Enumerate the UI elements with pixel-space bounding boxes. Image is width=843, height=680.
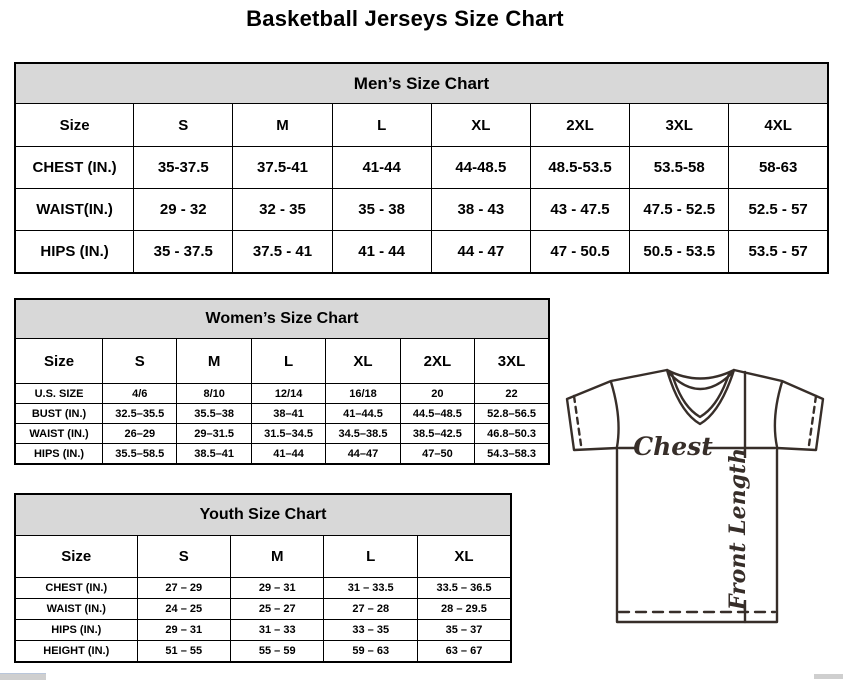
table-cell: 48.5-53.5 [530, 147, 629, 189]
table-cell: 29 – 31 [231, 578, 324, 599]
table-row [15, 641, 511, 663]
table-header-row [15, 536, 511, 578]
column-header: Size [15, 104, 134, 147]
table-cell: 53.5 - 57 [729, 231, 828, 274]
table-cell: 41–44 [251, 444, 325, 465]
mens-table-title: Men’s Size Chart [15, 63, 828, 104]
page-title: Basketball Jerseys Size Chart [246, 6, 564, 31]
table-cell: 38–41 [251, 404, 325, 424]
table-title-row [15, 63, 828, 104]
table-row [15, 231, 828, 274]
table-cell: 53.5-58 [630, 147, 729, 189]
column-header: 2XL [530, 104, 629, 147]
table-cell: 12/14 [251, 384, 325, 404]
table-cell: 20 [400, 384, 474, 404]
table-cell: 27 – 28 [324, 599, 417, 620]
table-cell: 41-44 [332, 147, 431, 189]
column-header: S [103, 339, 177, 384]
table-cell: 35.5–58.5 [103, 444, 177, 465]
mens-size-table [14, 62, 829, 274]
table-cell: 58-63 [729, 147, 828, 189]
table-cell: 35 – 37 [417, 620, 511, 641]
table-row [15, 189, 828, 231]
column-header: M [177, 339, 251, 384]
column-header: L [251, 339, 325, 384]
column-header: S [134, 104, 233, 147]
table-cell: 37.5-41 [233, 147, 332, 189]
row-header: WAIST (IN.) [15, 599, 137, 620]
table-cell: 35-37.5 [134, 147, 233, 189]
row-header: U.S. SIZE [15, 384, 103, 404]
table-cell: 46.8–50.3 [475, 424, 549, 444]
youth-size-table [14, 493, 512, 663]
table-title-row [15, 299, 549, 339]
table-cell: 37.5 - 41 [233, 231, 332, 274]
table-header-row [15, 339, 549, 384]
column-header: L [324, 536, 417, 578]
womens-table-title: Women’s Size Chart [15, 299, 549, 339]
table-cell: 29 - 32 [134, 189, 233, 231]
column-header: Size [15, 536, 137, 578]
table-cell: 35.5–38 [177, 404, 251, 424]
table-header-row [15, 104, 828, 147]
table-cell: 47.5 - 52.5 [630, 189, 729, 231]
table-title-row [15, 494, 511, 536]
table-cell: 52.8–56.5 [475, 404, 549, 424]
column-header: 2XL [400, 339, 474, 384]
table-cell: 51 – 55 [137, 641, 230, 663]
table-row [15, 384, 549, 404]
table-row [15, 444, 549, 465]
table-cell: 16/18 [326, 384, 400, 404]
table-cell: 47 - 50.5 [530, 231, 629, 274]
womens-size-table [14, 298, 550, 465]
table-cell: 31 – 33.5 [324, 578, 417, 599]
table-cell: 8/10 [177, 384, 251, 404]
row-header: WAIST (IN.) [15, 424, 103, 444]
column-header: XL [431, 104, 530, 147]
table-cell: 38 - 43 [431, 189, 530, 231]
table-cell: 44-48.5 [431, 147, 530, 189]
jersey-diagram-svg [557, 360, 833, 628]
jersey-measurement-diagram [557, 360, 833, 628]
scrollbar-fragment-right[interactable] [814, 674, 843, 679]
table-cell: 54.3–58.3 [475, 444, 549, 465]
row-header: HIPS (IN.) [15, 620, 137, 641]
row-header: BUST (IN.) [15, 404, 103, 424]
table-cell: 41 - 44 [332, 231, 431, 274]
column-header: XL [326, 339, 400, 384]
column-header: 3XL [475, 339, 549, 384]
column-header: 3XL [630, 104, 729, 147]
table-cell: 43 - 47.5 [530, 189, 629, 231]
table-cell: 33.5 – 36.5 [417, 578, 511, 599]
table-cell: 38.5–42.5 [400, 424, 474, 444]
table-row [15, 620, 511, 641]
table-cell: 35 - 38 [332, 189, 431, 231]
table-cell: 44.5–48.5 [400, 404, 474, 424]
table-cell: 29 – 31 [137, 620, 230, 641]
table-cell: 28 – 29.5 [417, 599, 511, 620]
row-header: HIPS (IN.) [15, 444, 103, 465]
table-cell: 63 – 67 [417, 641, 511, 663]
table-cell: 24 – 25 [137, 599, 230, 620]
table-cell: 35 - 37.5 [134, 231, 233, 274]
table-cell: 25 – 27 [231, 599, 324, 620]
table-cell: 32.5–35.5 [103, 404, 177, 424]
row-header: CHEST (IN.) [15, 147, 134, 189]
table-row [15, 578, 511, 599]
table-cell: 44 - 47 [431, 231, 530, 274]
table-row [15, 147, 828, 189]
table-cell: 4/6 [103, 384, 177, 404]
table-cell: 22 [475, 384, 549, 404]
table-row [15, 599, 511, 620]
column-header: M [233, 104, 332, 147]
jersey-outline [567, 370, 823, 622]
table-cell: 52.5 - 57 [729, 189, 828, 231]
table-cell: 44–47 [326, 444, 400, 465]
table-cell: 47–50 [400, 444, 474, 465]
front-length-label: Front Length [725, 447, 751, 611]
column-header: 4XL [729, 104, 828, 147]
row-header: CHEST (IN.) [15, 578, 137, 599]
table-cell: 38.5–41 [177, 444, 251, 465]
row-header: HEIGHT (IN.) [15, 641, 137, 663]
table-cell: 59 – 63 [324, 641, 417, 663]
column-header: M [231, 536, 324, 578]
table-cell: 32 - 35 [233, 189, 332, 231]
table-cell: 26–29 [103, 424, 177, 444]
column-header: L [332, 104, 431, 147]
table-cell: 55 – 59 [231, 641, 324, 663]
table-cell: 29–31.5 [177, 424, 251, 444]
chest-label: Chest [633, 432, 713, 461]
youth-table-title: Youth Size Chart [15, 494, 511, 536]
table-row [15, 424, 549, 444]
column-header: Size [15, 339, 103, 384]
table-cell: 34.5–38.5 [326, 424, 400, 444]
table-cell: 41–44.5 [326, 404, 400, 424]
table-row [15, 404, 549, 424]
column-header: XL [417, 536, 511, 578]
table-cell: 50.5 - 53.5 [630, 231, 729, 274]
row-header: WAIST(IN.) [15, 189, 134, 231]
column-header: S [137, 536, 230, 578]
table-cell: 31.5–34.5 [251, 424, 325, 444]
row-header: HIPS (IN.) [15, 231, 134, 274]
table-cell: 31 – 33 [231, 620, 324, 641]
table-cell: 33 – 35 [324, 620, 417, 641]
table-cell: 27 – 29 [137, 578, 230, 599]
